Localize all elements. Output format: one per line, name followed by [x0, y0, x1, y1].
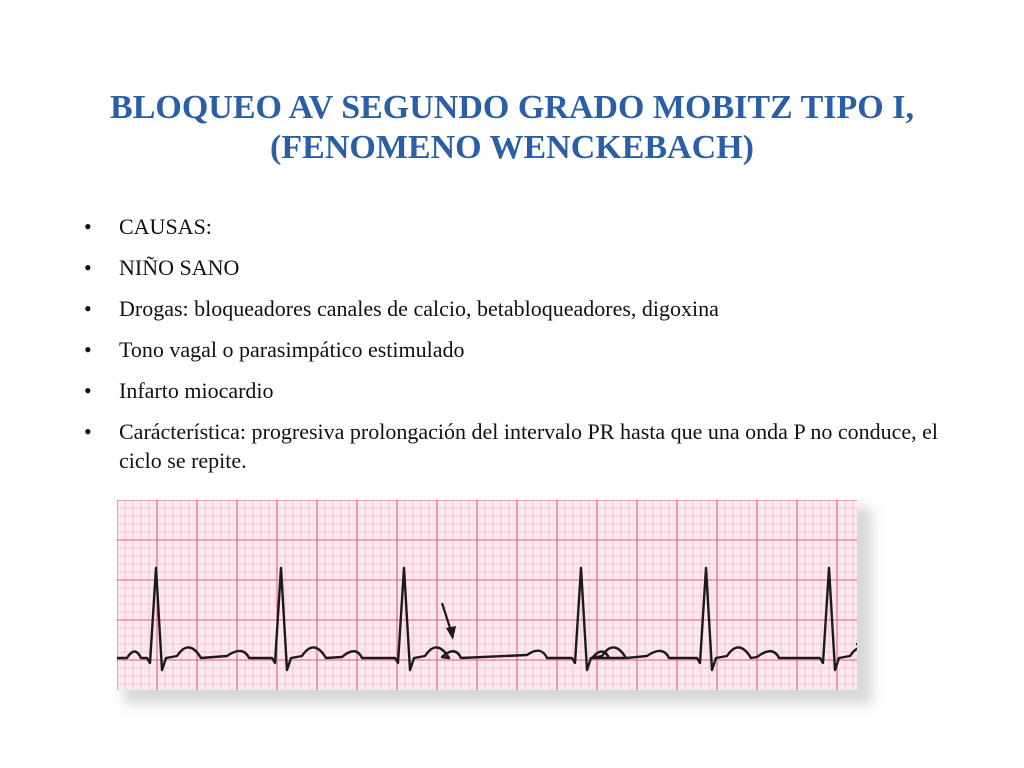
- ecg-grid: [117, 500, 857, 690]
- arrow-icon: [442, 603, 456, 640]
- bullet-item: [84, 294, 964, 323]
- bullet-icon: •: [84, 419, 92, 444]
- bullet-text: Drogas: bloqueadores canales de calcio, betabloqueadores, digoxina: [119, 296, 719, 321]
- title-line-2: (FENOMENO WENCKEBACH): [270, 129, 754, 166]
- slide-title: [60, 88, 964, 168]
- bullet-item: [84, 253, 964, 282]
- bullet-text: CAUSAS:: [119, 214, 212, 239]
- bullet-icon: •: [84, 214, 92, 239]
- bullet-text: Infarto miocardio: [119, 378, 274, 403]
- bullet-list: [84, 212, 964, 487]
- bullet-text: Tono vagal o parasimpático estimulado: [119, 337, 465, 362]
- ecg-trace: [117, 568, 857, 670]
- bullet-item: [84, 417, 964, 475]
- bullet-text: Carácterística: progresiva prolongación del intervalo PR hasta que una onda P no conduce, el ciclo se repite.: [119, 419, 939, 473]
- bullet-icon: •: [84, 255, 92, 280]
- bullet-item: [84, 335, 964, 364]
- bullet-icon: •: [84, 378, 92, 403]
- bullet-item: [84, 376, 964, 405]
- bullet-icon: •: [84, 337, 92, 362]
- bullet-text: NIÑO SANO: [119, 255, 240, 280]
- ecg-image: [117, 500, 857, 690]
- title-line-1: BLOQUEO AV SEGUNDO GRADO MOBITZ TIPO I,: [110, 89, 914, 126]
- ecg-strip: [117, 500, 857, 690]
- bullet-item: [84, 212, 964, 241]
- bullet-icon: •: [84, 296, 92, 321]
